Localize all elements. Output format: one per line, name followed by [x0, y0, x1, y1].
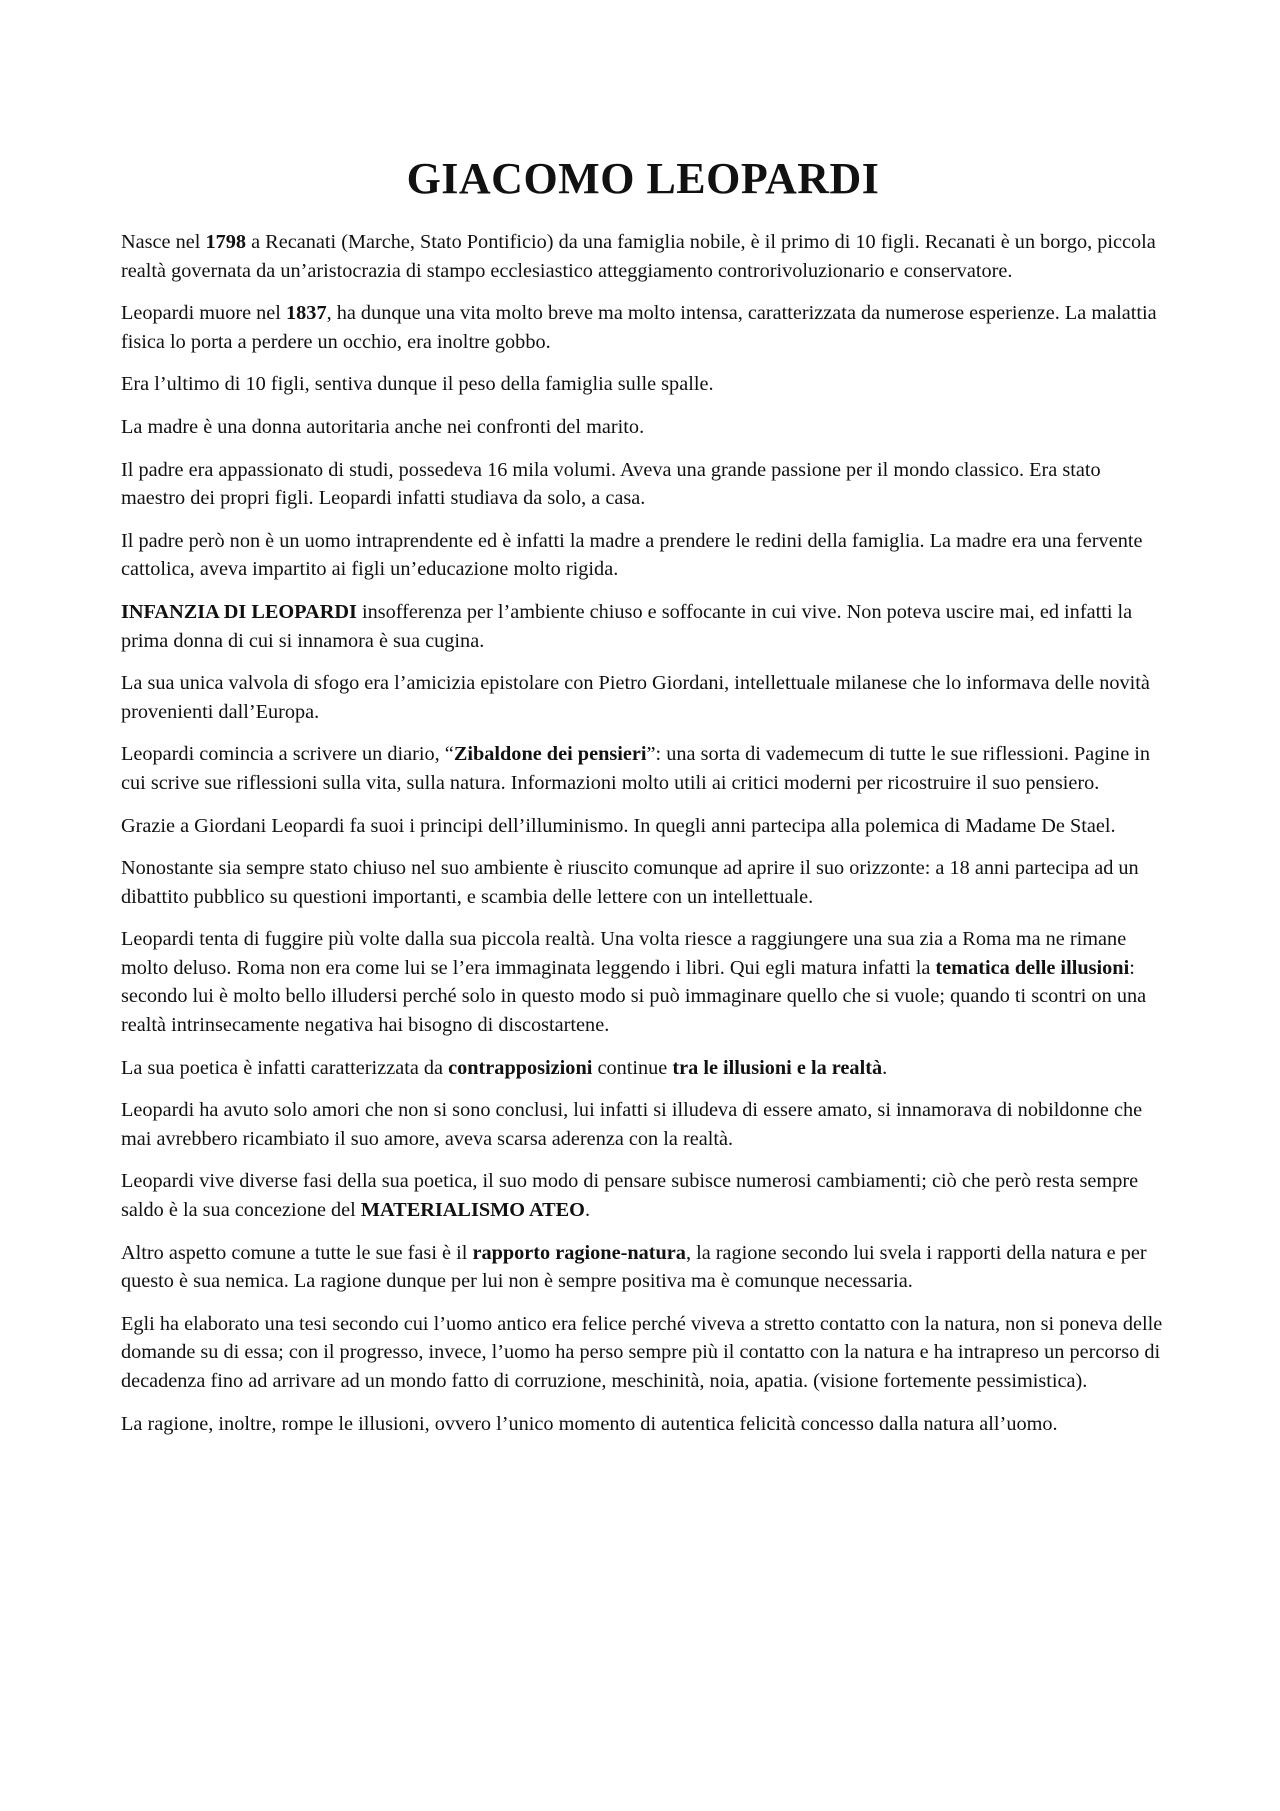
- bold-text-run: INFANZIA DI LEOPARDI: [121, 600, 357, 623]
- bold-text-run: MATERIALISMO ATEO: [360, 1199, 585, 1222]
- paragraph: [121, 925, 1165, 1039]
- document-body: [121, 150, 1165, 1452]
- bold-text-run: 1798: [205, 231, 247, 253]
- paragraph: [121, 299, 1165, 356]
- text-run: , la ragione secondo lui svela i rapporti della natura e per questo è sua nemica. La ragione dunque per lui non è sempre positiva ma è comunque necessaria.: [121, 1241, 1147, 1293]
- text-run: .: [882, 1056, 888, 1079]
- text-run: : secondo lui è molto bello illudersi perché solo in questo modo si può immaginare quello che si vuole; quando ti scontri on una realtà intrinsecamente negativa hai bisogno di discostartene.: [121, 956, 1147, 1037]
- document-title: GIACOMO LEOPARDI: [406, 154, 880, 203]
- paragraph: [121, 1410, 1165, 1439]
- text-run: insofferenza per l’ambiente chiuso e soffocante in cui vive. Non poteva uscire mai, ed infatti la prima donna di cui si innamora è sua cugina.: [121, 600, 1133, 652]
- bold-text-run: tra le illusioni e la realtà: [672, 1056, 883, 1079]
- text-run: La madre è una donna autoritaria anche nei confronti del marito.: [121, 415, 645, 438]
- paragraph: [121, 1310, 1165, 1396]
- text-run: , ha dunque una vita molto breve ma molto intensa, caratterizzata da numerose esperienze. La malattia fisica lo porta a perdere un occhio, era inoltre gobbo.: [121, 302, 1157, 353]
- text-run: continue: [592, 1056, 673, 1079]
- text-run: Nasce nel: [121, 231, 206, 253]
- text-run: La sua unica valvola di sfogo era l’amicizia epistolare con Pietro Giordani, intellettuale milanese che lo informava delle novità provenienti dall’Europa.: [121, 672, 1150, 723]
- paragraph: [121, 1054, 1165, 1083]
- paragraph: [121, 1239, 1165, 1296]
- text-run: Leopardi ha avuto solo amori che non si sono conclusi, lui infatti si illudeva di essere amato, si innamorava di nobildonne che mai avrebbero ricambiato il suo amore, aveva scarsa aderenza con la realtà.: [121, 1099, 1143, 1150]
- bold-text-run: contrapposizioni: [448, 1056, 593, 1079]
- text-run: a Recanati (Marche, Stato Pontificio) da una famiglia nobile, è il primo di 10 figli. Recanati è un borgo, piccola realtà governata da un’aristocrazia di stampo ecclesiastico atteggiamento controrivoluzionario e conservatore.: [121, 231, 1156, 282]
- paragraph: [121, 812, 1165, 841]
- paragraph: [121, 370, 1165, 399]
- text-run: Leopardi comincia a scrivere un diario, “: [121, 743, 454, 766]
- text-run: ”: una sorta di vademecum di tutte le sue riflessioni. Pagine in cui scrive sue riflessioni sulla vita, sulla natura. Informazioni molto utili ai critici moderni per ricostruire il suo pensiero.: [121, 743, 1151, 794]
- paragraph: [121, 527, 1165, 584]
- bold-text-run: 1837: [286, 302, 327, 325]
- paragraph: [121, 228, 1165, 285]
- paragraph: [121, 456, 1165, 513]
- text-run: La sua poetica è infatti caratterizzata da: [121, 1056, 449, 1079]
- bold-text-run: tematica delle illusioni: [935, 956, 1130, 979]
- paragraph: [121, 413, 1165, 442]
- text-run: .: [584, 1199, 591, 1222]
- paragraph: [121, 854, 1165, 911]
- text-run: Egli ha elaborato una tesi secondo cui l’uomo antico era felice perché viveva a stretto contatto con la natura, non si poneva delle domande su di essa; con il progresso, invece, l’uomo ha perso sempre più il contatto con la natura e ha intrapreso un percorso di decadenza fino ad arrivare ad un mondo fatto di corruzione, meschinità, noia, apatia. (visione fortemente pessimistica).: [121, 1312, 1163, 1392]
- text-run: Leopardi tenta di fuggire più volte dalla sua piccola realtà. Una volta riesce a raggiungere una sua zia a Roma ma ne rimane molto deluso. Roma non era come lui se l’era immaginata leggendo i libri. Qui egli matura infatti la: [121, 928, 1127, 979]
- bold-text-run: Zibaldone dei pensieri: [453, 743, 647, 766]
- paragraph-list: [121, 228, 1165, 1438]
- paragraph: [121, 1167, 1165, 1224]
- text-run: Leopardi muore nel: [121, 302, 287, 325]
- text-run: Altro aspetto comune a tutte le sue fasi è il: [121, 1241, 473, 1264]
- text-run: La ragione, inoltre, rompe le illusioni, ovvero l’unico momento di autentica felicità concesso dalla natura all’uomo.: [121, 1412, 1058, 1435]
- text-run: Il padre era appassionato di studi, possedeva 16 mila volumi. Aveva una grande passione per il mondo classico. Era stato maestro dei propri figli. Leopardi infatti studiava da solo, a casa.: [121, 458, 1101, 510]
- paragraph: [121, 669, 1165, 726]
- text-run: Leopardi vive diverse fasi della sua poetica, il suo modo di pensare subisce numerosi cambiamenti; ciò che però resta sempre saldo è la sua concezione del: [121, 1170, 1139, 1222]
- text-run: Il padre però non è un uomo intraprendente ed è infatti la madre a prendere le redini della famiglia. La madre era una fervente cattolica, aveva impartito ai figli un’educazione molto rigida.: [121, 529, 1143, 581]
- text-run: Nonostante sia sempre stato chiuso nel suo ambiente è riuscito comunque ad aprire il suo orizzonte: a 18 anni partecipa ad un dibattito pubblico su questioni importanti, e scambia delle lettere con un intellettuale.: [121, 857, 1139, 908]
- text-run: Grazie a Giordani Leopardi fa suoi i principi dell’illuminismo. In quegli anni partecipa alla polemica di Madame De Stael.: [121, 814, 1116, 837]
- paragraph: [121, 740, 1165, 797]
- text-run: Era l’ultimo di 10 figli, sentiva dunque il peso della famiglia sulle spalle.: [121, 373, 714, 396]
- bold-text-run: rapporto ragione-natura: [472, 1241, 686, 1264]
- paragraph: [121, 598, 1165, 655]
- paragraph: [121, 1096, 1165, 1153]
